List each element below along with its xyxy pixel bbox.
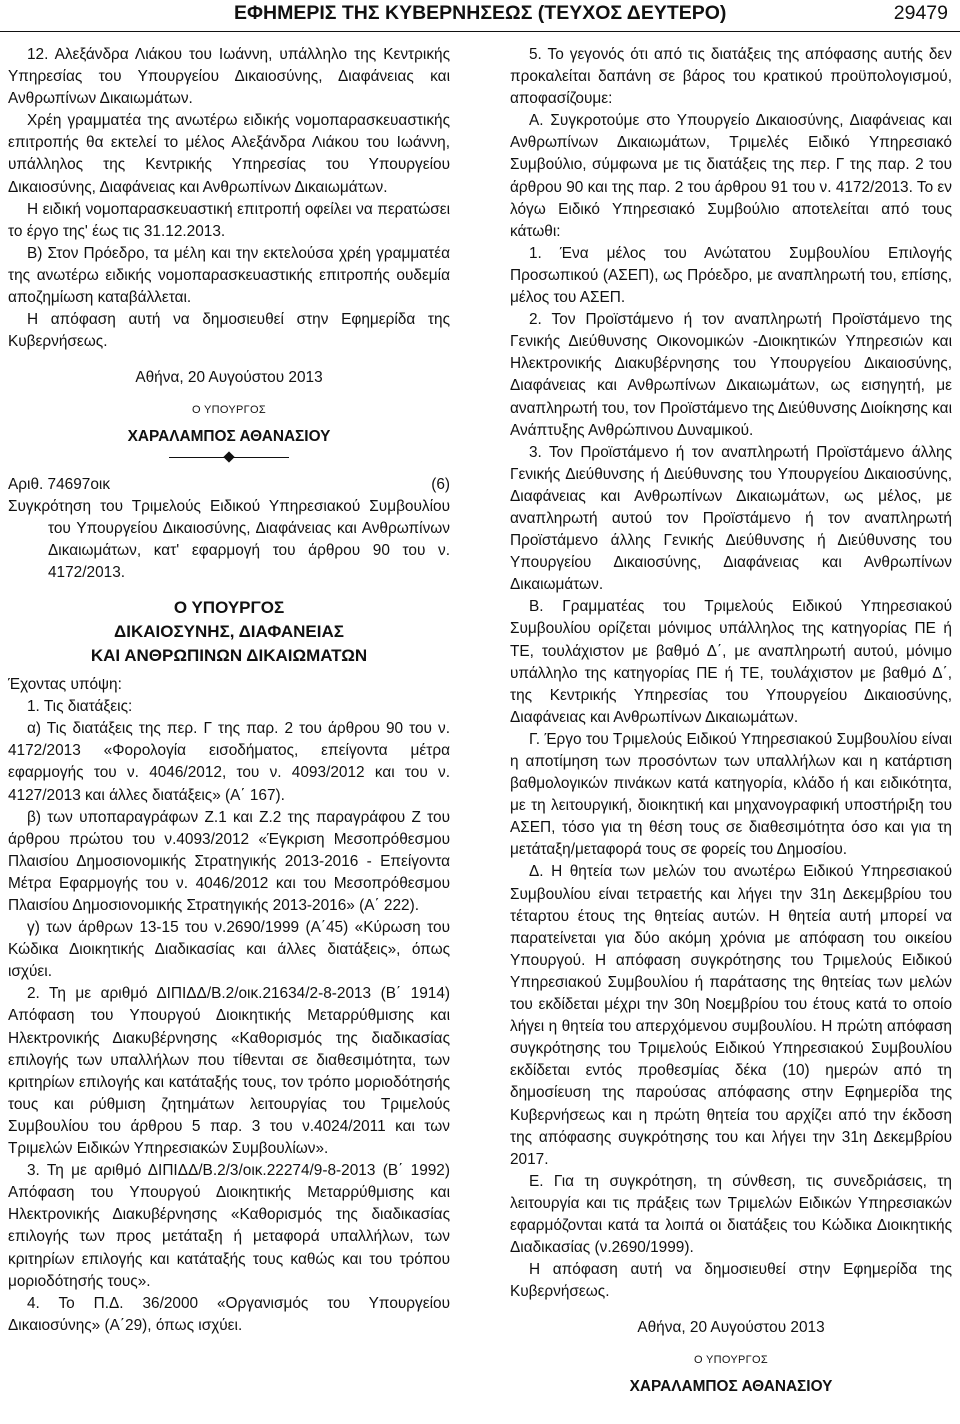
decision-description: Συγκρότηση του Τριμελούς Ειδικού Υπηρεσιακού Συμβουλίου του Υπουργείου Δικαιοσύνης, Διαφάνειας και Ανθρωπίνων Δικαιωμάτων, κατ' εφαρμογή του άρθρου 90 του ν. 4172/2013.	[8, 497, 450, 581]
decision-index: (6)	[431, 475, 450, 493]
deadline-paragraph: Η ειδική νομοπαρασκευαστική επιτροπή οφείλει να περατώσει το έργο της' έως τις 31.12.2013.	[8, 200, 450, 240]
member-12-paragraph: 12. Αλεξάνδρα Λιάκου του Ιωάννη, υπάλληλο της Κεντρικής Υπηρεσίας του Υπουργείου Δικαιοσύνης, Διαφάνειας και Ανθρωπίνων Δικαιωμάτων.	[8, 46, 450, 108]
article-a: Α. Συγκροτούμε στο Υπουργείο Δικαιοσύνης, Διαφάνειας και Ανθρωπίνων Δικαιωμάτων, Τριμελές Ειδικό Υπηρεσιακό Συμβούλιο, σύμφωνα με τις διατάξεις της περ. Γ της παρ. 2 του άρθρου 90 και της παρ. 2 του άρθρου 91 του ν. 4172/2013. Το εν λόγω Ειδικό Υπηρεσιακό Συμβούλιο αποτελείται από τους κάτωθι:	[510, 112, 952, 240]
signature-name-right: ΧΑΡΑΛΑΜΠΟΣ ΑΘΑΝΑΣΙΟΥ	[629, 1377, 833, 1395]
minister-title: Ο ΥΠΟΥΡΓΟΣ	[173, 598, 285, 618]
item-2: 2. Τη με αριθμό ΔΙΠΙΔΔ/Β.2/οικ.21634/2-8-2013 (Β΄ 1914) Απόφαση του Υπουργού Διοικητικής Μεταρρύθμισης και Ηλεκτρονικής Διακυβέρνησης «Καθορισμός της διαδικασίας επιλογής των υπαλλήλων που τίθενται σε διαθεσιμότητα, των κριτηρίων επιλογής και κατάταξής τους, τον τρόπο μοριοδότησής τους και ρύθμιση ζητημάτων λειτουργίας του Τριμελούς Συμβουλίου του άρθρου 5 παρ. 3 του ν.4024/2011 και των Τριμελών Ειδικών Υπηρεσιακών Συμβουλίων».	[8, 985, 450, 1158]
secretary-paragraph: Χρέη γραμματέα της ανωτέρω ειδικής νομοπαρασκευαστικής επιτροπής θα εκτελεί το μέλος Αλεξάνδρα Λιάκου του Ιωάννη, υπάλληλος της Κεντρικής Υπηρεσίας του Υπουργείου Δικαιοσύνης, Διαφάνειας και Ανθρωπίνων Δικαιωμάτων.	[8, 112, 450, 196]
publication-paragraph: Η απόφαση αυτή να δημοσιευθεί στην Εφημερίδα της Κυβερνήσεως.	[8, 311, 450, 351]
item-1: 1. Τις διατάξεις:	[27, 698, 133, 716]
left-column	[8, 44, 450, 1337]
having-considered: Έχοντας υπόψη:	[8, 676, 122, 694]
item-1c: γ) των άρθρων 13-15 του ν.2690/1999 (Α΄45) «Κύρωση του Κώδικα Διοικητικής Διαδικασίας και άλλες διατάξεις», όπως ισχύει.	[8, 919, 450, 981]
section-separator-ornament	[169, 448, 289, 472]
article-d: Δ. Η θητεία των μελών του ανωτέρω Ειδικού Υπηρεσιακού Συμβουλίου είναι τετραετής και λήγει την 31η Δεκεμβρίου του τέταρτου έτους της θητείας αυτών. Η θητεία αυτή μπορεί να παρατείνεται για δύο ακόμη χρόνια με απόφαση του οικείου Υπουργού. Η απόφαση συγκρότησης του Τριμελούς Ειδικού Υπηρεσιακού Συμβουλίου ή παράτασης της θητείας των μελών του εκδίδεται μέχρι την 30η Νοεμβρίου του έτους κατά το οποίο λήγει η θητεία του απερχόμενου συμβουλίου. Η πρώτη απόφαση συγκρότησης του Τριμελούς Ειδικού Υπηρεσιακού Συμβουλίου εκδίδεται εντός προθεσμίας δέκα (10) ημερών από τη δημοσίευση της παρούσας απόφασης στην Εφημερίδα της Κυβερνήσεως και η πρώτη θητεία του αρχίζει από την έκδοση της απόφασης συγκρότησης του και λήγει την 31η Δεκεμβρίου 2017.	[510, 863, 952, 1168]
ministry-name-line2: ΚΑΙ ΑΝΘΡΩΠΙΝΩΝ ΔΙΚΑΙΩΜΑΤΩΝ	[90, 646, 368, 666]
signature-office: Ο ΥΠΟΥΡΓΟΣ	[192, 404, 266, 417]
item-3: 3. Τη με αριθμό ΔΙΠΙΔΔ/Β.2/3/οικ.22274/9-8-2013 (Β΄ 1992) Απόφαση του Υπουργού Διοικητικής Μεταρρύθμισης και Ηλεκτρονικής Διακυβέρνησης «Καθορισμός της διαδικασίας επιλογής των προς μετάταξη ή μεταφορά υπαλλήλων, των κριτηρίων επιλογής και κατάταξής τους καθώς και του τρόπου μοριοδότησής τους».	[8, 1162, 450, 1290]
page-header	[0, 0, 960, 36]
signature-office-right: Ο ΥΠΟΥΡΓΟΣ	[694, 1354, 768, 1367]
signature-place-date: Αθήνα, 20 Αυγούστου 2013	[135, 369, 323, 387]
signature-name: ΧΑΡΑΛΑΜΠΟΣ ΑΘΑΝΑΣΙΟΥ	[127, 427, 331, 445]
article-e: Ε. Για τη συγκρότηση, τη σύνθεση, τις συνεδριάσεις, τη λειτουργία και τις πράξεις των Τριμελών Ειδικών Υπηρεσιακών εφαρμόζονται κατά τα λοιπά οι διατάξεις του Κώδικα Διοικητικής Διαδικασίας (ν.2690/1999).	[510, 1172, 952, 1257]
ministry-name-line1: ΔΙΚΑΙΟΣΥΝΗΣ, ΔΙΑΦΑΝΕΙΑΣ	[114, 622, 344, 642]
item-4: 4. Το Π.Δ. 36/2000 «Οργανισμός του Υπουργείου Δικαιοσύνης» (Α΄29), όπως ισχύει.	[8, 1294, 450, 1334]
publication-paragraph-right: Η απόφαση αυτή να δημοσιευθεί στην Εφημερίδα της Κυβερνήσεως.	[510, 1261, 952, 1301]
member-2: 2. Τον Προϊστάμενο ή τον αναπληρωτή Προϊστάμενο της Γενικής Διεύθυνσης Οικονομικών -Διοικητικών Υπηρεσιών και Ηλεκτρονικής Διακυβέρνησης του Υπουργείου Δικαιοσύνης, Διαφάνειας και Ανθρωπίνων Δικαιωμάτων, ως εισηγητή, με αναπληρωτή του, τον Προϊστάμενο της Διεύθυνσης Διοίκησης και Ανάπτυξης Ανθρώπινου Δυναμικού.	[510, 311, 952, 439]
signature-place-date-right: Αθήνα, 20 Αυγούστου 2013	[637, 1319, 825, 1337]
item-1b: β) των υποπαραγράφων Ζ.1 και Ζ.2 της παραγράφου Ζ του άρθρου πρώτου του ν.4093/2012 «Έγκριση Μεσοπρόθεσμου Πλαισίου Δημοσιονομικής Στρατηγικής 2013-2016 - Επείγοντα Μέτρα Εφαρμογής του ν. 4046/2012 και του Μεσοπρόθεσμου Πλαισίου Δημοσιονομικής Στρατηγικής 2013-2016» (Α΄ 222).	[8, 808, 450, 914]
decision-number: Αριθ. 74697οικ	[8, 475, 111, 493]
minister-heading	[8, 596, 450, 668]
member-3: 3. Τον Προϊστάμενο ή τον αναπληρωτή Προϊστάμενο άλλης Γενικής Διεύθυνσης ή Διεύθυνσης του Υπουργείου Δικαιοσύνης, Διαφάνειας και Ανθρωπίνων Δικαιωμάτων, ως μέλος, με αναπληρωτή αυτού τον Προϊστάμενο ή τον αναπληρωτή Προϊστάμενο άλλης Γενικής Διεύθυνσης ή Διεύθυνσης του Υπουργείου Δικαιοσύνης, Διαφάνειας και Ανθρωπίνων Δικαιωμάτων.	[510, 443, 952, 594]
item-1a: α) Τις διατάξεις της περ. Γ της παρ. 2 του άρθρου 90 του ν. 4172/2013 «Φορολογία εισοδήματος, επείγοντα μέτρα εφαρμογής του ν. 4046/2012, του ν. 4093/2012 και του ν. 4127/2013 και άλλες διατάξεις» (Α΄ 167).	[8, 720, 450, 804]
member-1: 1. Ένα μέλος του Ανώτατου Συμβουλίου Επιλογής Προσωπικού (ΑΣΕΠ), ως Πρόεδρο, με αναπληρωτή του, επίσης, μέλος του ΑΣΕΠ.	[510, 244, 952, 307]
item-5: 5. Το γεγονός ότι από τις διατάξεις της απόφασης αυτής δεν προκαλείται δαπάνη σε βάρος του κρατικού προϋπολογισμού, αποφασίζουμε:	[510, 46, 952, 108]
article-g: Γ. Έργο του Τριμελούς Ειδικού Υπηρεσιακού Συμβουλίου είναι η αποτίμηση των προσόντων των υπαλλήλων και η κατάρτιση βαθμολογικών πινάκων κατά κατηγορία, κλάδο ή και ειδικότητα, με τη λειτουργική, διοικητική και μηχανογραφική υποστήριξη του ΑΣΕΠ, τόσο για τη θέση τους σε διαθεσιμότητα όσο και για τη μετάταξη/μεταφορά τους σε φορείς του Δημοσίου.	[510, 730, 952, 859]
gazette-title: ΕΦΗΜΕΡΙΣ ΤΗΣ ΚΥΒΕΡΝΗΣΕΩΣ (ΤΕΥΧΟΣ ΔΕΥΤΕΡΟ)	[234, 2, 727, 24]
decision-heading	[8, 474, 450, 496]
right-column	[510, 44, 952, 1398]
article-b: Β. Γραμματέας του Τριμελούς Ειδικού Υπηρεσιακού Συμβουλίου ορίζεται μόνιμος υπάλληλος της κατηγορίας ΠΕ ή ΤΕ, τουλάχιστον με βαθμό Δ΄, με αναπληρωτή αυτού, μόνιμο υπάλληλο της κατηγορίας ΠΕ ή ΤΕ, τουλάχιστον με βαθμό Δ΄, της Κεντρικής Υπηρεσίας του Υπουργείου Δικαιοσύνης, Διαφάνειας και Ανθρωπίνων Δικαιωμάτων.	[510, 598, 952, 726]
header-divider	[0, 31, 960, 32]
no-compensation-paragraph: Β) Στον Πρόεδρο, τα μέλη και την εκτελούσα χρέη γραμματέα της ανωτέρω ειδικής νομοπαρασκευαστικής επιτροπής ουδεμία αποζημίωση καταβάλλεται.	[8, 244, 450, 307]
page-number: 29479	[893, 2, 948, 24]
